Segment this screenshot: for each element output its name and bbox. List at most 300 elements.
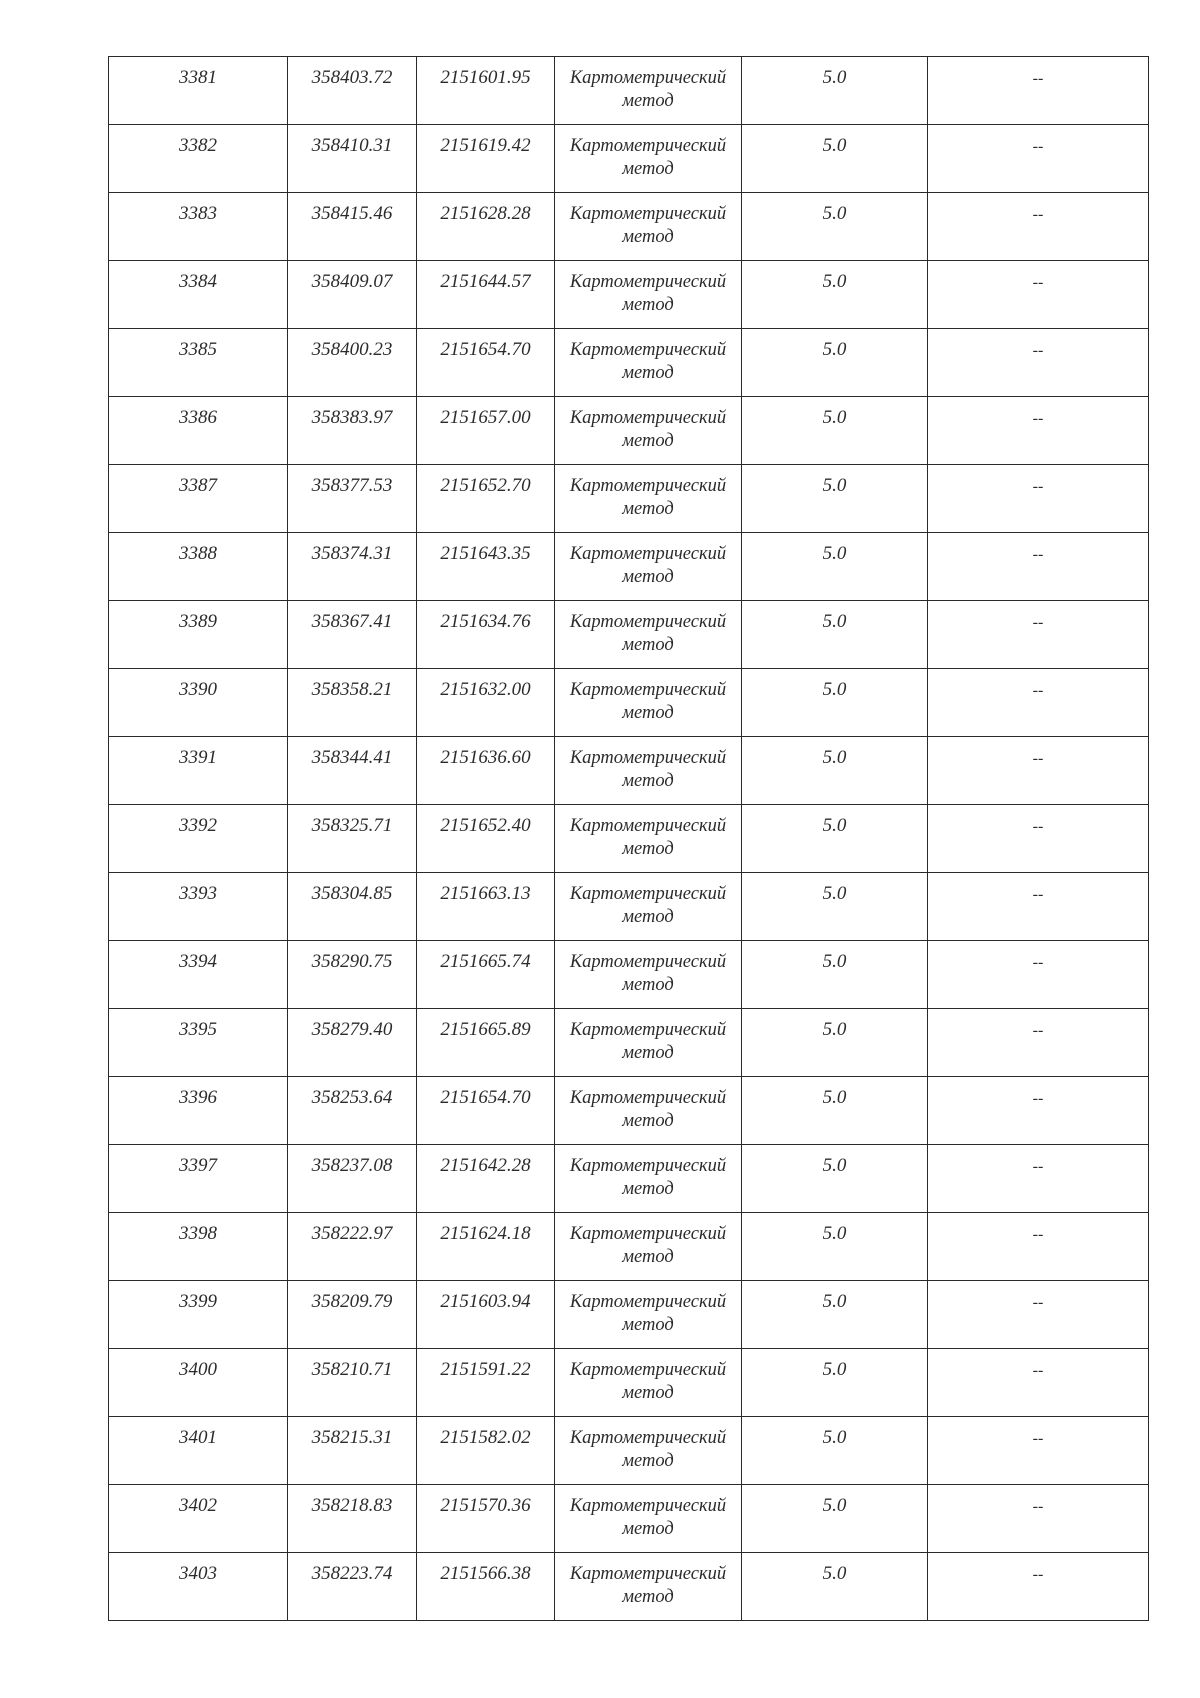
y-coordinate-cell	[417, 873, 555, 941]
method-line-2: метод	[622, 1451, 674, 1471]
method-line-2: метод	[622, 499, 674, 519]
table-row	[109, 397, 1149, 465]
x-coordinate-text: 358409.07	[311, 271, 393, 292]
description-text: --	[1032, 206, 1044, 223]
y-coordinate-text: 2151665.89	[440, 1019, 531, 1040]
description-text: --	[1032, 410, 1044, 427]
accuracy-text: 5.0	[822, 203, 847, 224]
description-text: --	[1032, 274, 1044, 291]
x-coordinate-cell	[288, 1009, 417, 1077]
accuracy-cell	[742, 1145, 928, 1213]
description-text: --	[1032, 1090, 1044, 1107]
method-line-2: метод	[622, 771, 674, 791]
x-coordinate-cell	[288, 805, 417, 873]
method-line-1: Картометрический	[569, 1292, 727, 1312]
description-text: --	[1032, 70, 1044, 87]
accuracy-text: 5.0	[822, 543, 847, 564]
point-number-text: 3388	[179, 543, 217, 564]
description-text: --	[1032, 1566, 1044, 1583]
method-line-2: метод	[622, 975, 674, 995]
x-coordinate-text: 358325.71	[311, 815, 393, 836]
method-line-2: метод	[622, 1043, 674, 1063]
x-coordinate-text: 358279.40	[311, 1019, 393, 1040]
y-coordinate-cell	[417, 57, 555, 125]
description-cell	[928, 805, 1149, 873]
method-cell	[555, 1009, 742, 1077]
method-line-1: Картометрический	[569, 680, 727, 700]
x-coordinate-cell	[288, 737, 417, 805]
y-coordinate-cell	[417, 533, 555, 601]
point-number-text: 3385	[179, 339, 217, 360]
point-number-cell	[109, 1145, 288, 1213]
method-cell	[555, 1281, 742, 1349]
point-number-cell	[109, 737, 288, 805]
y-coordinate-cell	[417, 601, 555, 669]
y-coordinate-text: 2151603.94	[440, 1291, 531, 1312]
y-coordinate-text: 2151643.35	[440, 543, 531, 564]
method-cell	[555, 533, 742, 601]
accuracy-cell	[742, 465, 928, 533]
method-line-2: метод	[622, 1519, 674, 1539]
method-line-1: Картометрический	[569, 1428, 727, 1448]
description-text: --	[1032, 614, 1044, 631]
description-cell	[928, 465, 1149, 533]
accuracy-cell	[742, 1213, 928, 1281]
x-coordinate-cell	[288, 1281, 417, 1349]
accuracy-text: 5.0	[822, 1427, 847, 1448]
accuracy-cell	[742, 57, 928, 125]
description-cell	[928, 397, 1149, 465]
point-number-text: 3399	[179, 1291, 217, 1312]
x-coordinate-cell	[288, 1213, 417, 1281]
point-number-text: 3390	[179, 679, 217, 700]
accuracy-cell	[742, 125, 928, 193]
x-coordinate-text: 358253.64	[311, 1087, 393, 1108]
point-number-cell	[109, 1349, 288, 1417]
method-cell	[555, 1417, 742, 1485]
method-line-1: Картометрический	[569, 1156, 727, 1176]
x-coordinate-text: 358210.71	[311, 1359, 393, 1380]
description-cell	[928, 737, 1149, 805]
accuracy-text: 5.0	[822, 883, 847, 904]
method-cell	[555, 125, 742, 193]
description-cell	[928, 1077, 1149, 1145]
y-coordinate-cell	[417, 805, 555, 873]
accuracy-cell	[742, 805, 928, 873]
method-line-2: метод	[622, 907, 674, 927]
y-coordinate-text: 2151624.18	[440, 1223, 531, 1244]
method-cell	[555, 329, 742, 397]
y-coordinate-text: 2151591.22	[440, 1359, 531, 1380]
x-coordinate-cell	[288, 57, 417, 125]
y-coordinate-cell	[417, 1281, 555, 1349]
coordinates-table-body	[109, 57, 1149, 1621]
description-cell	[928, 125, 1149, 193]
accuracy-text: 5.0	[822, 67, 847, 88]
accuracy-cell	[742, 941, 928, 1009]
method-line-1: Картометрический	[569, 952, 727, 972]
x-coordinate-cell	[288, 1553, 417, 1621]
y-coordinate-text: 2151657.00	[440, 407, 531, 428]
accuracy-cell	[742, 1349, 928, 1417]
y-coordinate-text: 2151652.40	[440, 815, 531, 836]
y-coordinate-cell	[417, 397, 555, 465]
x-coordinate-text: 358374.31	[311, 543, 393, 564]
x-coordinate-cell	[288, 125, 417, 193]
accuracy-cell	[742, 873, 928, 941]
x-coordinate-cell	[288, 941, 417, 1009]
x-coordinate-text: 358218.83	[311, 1495, 393, 1516]
description-cell	[928, 601, 1149, 669]
y-coordinate-cell	[417, 465, 555, 533]
method-cell	[555, 1077, 742, 1145]
y-coordinate-cell	[417, 1077, 555, 1145]
point-number-text: 3387	[179, 475, 217, 496]
description-cell	[928, 1213, 1149, 1281]
accuracy-text: 5.0	[822, 747, 847, 768]
table-row	[109, 261, 1149, 329]
method-cell	[555, 669, 742, 737]
method-cell	[555, 193, 742, 261]
method-line-2: метод	[622, 363, 674, 383]
description-cell	[928, 329, 1149, 397]
accuracy-text: 5.0	[822, 1155, 847, 1176]
point-number-cell	[109, 465, 288, 533]
description-cell	[928, 1485, 1149, 1553]
point-number-text: 3395	[179, 1019, 217, 1040]
description-text: --	[1032, 1226, 1044, 1243]
table-row	[109, 669, 1149, 737]
x-coordinate-cell	[288, 465, 417, 533]
x-coordinate-cell	[288, 533, 417, 601]
method-line-1: Картометрический	[569, 1020, 727, 1040]
method-line-2: метод	[622, 1587, 674, 1607]
y-coordinate-text: 2151566.38	[440, 1563, 531, 1584]
y-coordinate-text: 2151644.57	[440, 271, 531, 292]
y-coordinate-text: 2151642.28	[440, 1155, 531, 1176]
description-text: --	[1032, 750, 1044, 767]
table-row	[109, 1349, 1149, 1417]
description-text: --	[1032, 342, 1044, 359]
x-coordinate-cell	[288, 1077, 417, 1145]
point-number-cell	[109, 669, 288, 737]
table-row	[109, 329, 1149, 397]
x-coordinate-text: 358415.46	[311, 203, 393, 224]
x-coordinate-cell	[288, 669, 417, 737]
method-line-2: метод	[622, 635, 674, 655]
description-text: --	[1032, 478, 1044, 495]
description-text: --	[1032, 954, 1044, 971]
accuracy-text: 5.0	[822, 815, 847, 836]
point-number-cell	[109, 601, 288, 669]
accuracy-text: 5.0	[822, 1563, 847, 1584]
method-cell	[555, 737, 742, 805]
method-cell	[555, 941, 742, 1009]
table-row	[109, 805, 1149, 873]
point-number-text: 3391	[179, 747, 217, 768]
description-text: --	[1032, 1362, 1044, 1379]
accuracy-cell	[742, 669, 928, 737]
accuracy-text: 5.0	[822, 475, 847, 496]
x-coordinate-cell	[288, 1485, 417, 1553]
x-coordinate-text: 358367.41	[311, 611, 393, 632]
x-coordinate-text: 358383.97	[311, 407, 393, 428]
table-row	[109, 57, 1149, 125]
x-coordinate-cell	[288, 1417, 417, 1485]
accuracy-cell	[742, 1417, 928, 1485]
method-cell	[555, 1485, 742, 1553]
point-number-text: 3392	[179, 815, 217, 836]
x-coordinate-text: 358209.79	[311, 1291, 393, 1312]
method-line-2: метод	[622, 159, 674, 179]
method-line-2: метод	[622, 295, 674, 315]
y-coordinate-cell	[417, 1553, 555, 1621]
point-number-cell	[109, 1553, 288, 1621]
method-line-2: метод	[622, 1247, 674, 1267]
method-line-2: метод	[622, 1111, 674, 1131]
accuracy-text: 5.0	[822, 271, 847, 292]
point-number-cell	[109, 329, 288, 397]
description-cell	[928, 1009, 1149, 1077]
point-number-cell	[109, 1009, 288, 1077]
table-row	[109, 1009, 1149, 1077]
description-text: --	[1032, 1294, 1044, 1311]
method-line-1: Картометрический	[569, 884, 727, 904]
x-coordinate-text: 358377.53	[311, 475, 393, 496]
x-coordinate-cell	[288, 397, 417, 465]
description-text: --	[1032, 1498, 1044, 1515]
table-row	[109, 1145, 1149, 1213]
accuracy-text: 5.0	[822, 1359, 847, 1380]
accuracy-text: 5.0	[822, 1495, 847, 1516]
point-number-text: 3382	[179, 135, 217, 156]
method-line-2: метод	[622, 839, 674, 859]
method-cell	[555, 601, 742, 669]
x-coordinate-text: 358237.08	[311, 1155, 393, 1176]
table-row	[109, 873, 1149, 941]
accuracy-cell	[742, 1485, 928, 1553]
method-cell	[555, 873, 742, 941]
y-coordinate-text: 2151663.13	[440, 883, 531, 904]
accuracy-cell	[742, 193, 928, 261]
description-text: --	[1032, 1158, 1044, 1175]
method-line-2: метод	[622, 431, 674, 451]
description-text: --	[1032, 818, 1044, 835]
point-number-cell	[109, 1077, 288, 1145]
accuracy-cell	[742, 1281, 928, 1349]
method-cell	[555, 465, 742, 533]
method-line-1: Картометрический	[569, 748, 727, 768]
description-cell	[928, 873, 1149, 941]
point-number-text: 3402	[179, 1495, 217, 1516]
y-coordinate-text: 2151636.60	[440, 747, 531, 768]
description-text: --	[1032, 682, 1044, 699]
x-coordinate-text: 358358.21	[311, 679, 393, 700]
description-cell	[928, 1553, 1149, 1621]
y-coordinate-cell	[417, 1213, 555, 1281]
x-coordinate-text: 358290.75	[311, 951, 393, 972]
description-cell	[928, 1281, 1149, 1349]
y-coordinate-cell	[417, 125, 555, 193]
x-coordinate-text: 358223.74	[311, 1563, 393, 1584]
y-coordinate-text: 2151652.70	[440, 475, 531, 496]
y-coordinate-text: 2151634.76	[440, 611, 531, 632]
x-coordinate-text: 358403.72	[311, 67, 393, 88]
accuracy-cell	[742, 329, 928, 397]
point-number-text: 3381	[179, 67, 217, 88]
accuracy-cell	[742, 737, 928, 805]
table-row	[109, 1281, 1149, 1349]
description-cell	[928, 669, 1149, 737]
method-line-2: метод	[622, 567, 674, 587]
y-coordinate-cell	[417, 737, 555, 805]
y-coordinate-cell	[417, 1349, 555, 1417]
x-coordinate-cell	[288, 329, 417, 397]
accuracy-cell	[742, 261, 928, 329]
description-cell	[928, 533, 1149, 601]
accuracy-cell	[742, 601, 928, 669]
method-line-1: Картометрический	[569, 1564, 727, 1584]
x-coordinate-cell	[288, 193, 417, 261]
y-coordinate-cell	[417, 261, 555, 329]
point-number-text: 3384	[179, 271, 217, 292]
accuracy-text: 5.0	[822, 135, 847, 156]
y-coordinate-text: 2151601.95	[440, 67, 531, 88]
method-line-1: Картометрический	[569, 408, 727, 428]
point-number-cell	[109, 1417, 288, 1485]
x-coordinate-text: 358410.31	[311, 135, 393, 156]
accuracy-text: 5.0	[822, 611, 847, 632]
x-coordinate-text: 358400.23	[311, 339, 393, 360]
accuracy-text: 5.0	[822, 1291, 847, 1312]
y-coordinate-text: 2151632.00	[440, 679, 531, 700]
accuracy-cell	[742, 533, 928, 601]
y-coordinate-cell	[417, 1009, 555, 1077]
table-row	[109, 193, 1149, 261]
method-line-1: Картометрический	[569, 68, 727, 88]
table-row	[109, 1077, 1149, 1145]
point-number-cell	[109, 397, 288, 465]
method-cell	[555, 1145, 742, 1213]
point-number-text: 3383	[179, 203, 217, 224]
accuracy-text: 5.0	[822, 679, 847, 700]
description-cell	[928, 193, 1149, 261]
accuracy-text: 5.0	[822, 407, 847, 428]
method-line-2: метод	[622, 703, 674, 723]
x-coordinate-cell	[288, 261, 417, 329]
point-number-cell	[109, 1281, 288, 1349]
description-cell	[928, 1145, 1149, 1213]
point-number-text: 3386	[179, 407, 217, 428]
x-coordinate-cell	[288, 873, 417, 941]
method-line-1: Картометрический	[569, 1224, 727, 1244]
table-row	[109, 601, 1149, 669]
method-cell	[555, 397, 742, 465]
point-number-text: 3401	[179, 1427, 217, 1448]
point-number-text: 3397	[179, 1155, 217, 1176]
y-coordinate-text: 2151619.42	[440, 135, 531, 156]
table-row	[109, 125, 1149, 193]
x-coordinate-cell	[288, 1349, 417, 1417]
method-line-1: Картометрический	[569, 340, 727, 360]
table-row	[109, 1485, 1149, 1553]
description-cell	[928, 1349, 1149, 1417]
y-coordinate-cell	[417, 669, 555, 737]
y-coordinate-cell	[417, 193, 555, 261]
y-coordinate-cell	[417, 941, 555, 1009]
point-number-cell	[109, 533, 288, 601]
accuracy-cell	[742, 397, 928, 465]
table-row	[109, 465, 1149, 533]
method-line-2: метод	[622, 1179, 674, 1199]
point-number-text: 3398	[179, 1223, 217, 1244]
x-coordinate-cell	[288, 1145, 417, 1213]
description-text: --	[1032, 138, 1044, 155]
y-coordinate-text: 2151665.74	[440, 951, 531, 972]
accuracy-cell	[742, 1077, 928, 1145]
method-cell	[555, 1553, 742, 1621]
point-number-cell	[109, 873, 288, 941]
method-line-1: Картометрический	[569, 136, 727, 156]
x-coordinate-text: 358344.41	[311, 747, 393, 768]
point-number-text: 3393	[179, 883, 217, 904]
description-cell	[928, 261, 1149, 329]
method-line-1: Картометрический	[569, 204, 727, 224]
accuracy-text: 5.0	[822, 1019, 847, 1040]
method-line-1: Картометрический	[569, 816, 727, 836]
description-cell	[928, 941, 1149, 1009]
point-number-text: 3389	[179, 611, 217, 632]
y-coordinate-text: 2151628.28	[440, 203, 531, 224]
point-number-text: 3396	[179, 1087, 217, 1108]
description-cell	[928, 1417, 1149, 1485]
table-row	[109, 1213, 1149, 1281]
method-line-1: Картометрический	[569, 1496, 727, 1516]
point-number-cell	[109, 261, 288, 329]
table-row	[109, 941, 1149, 1009]
y-coordinate-cell	[417, 1485, 555, 1553]
table-row	[109, 737, 1149, 805]
point-number-cell	[109, 1213, 288, 1281]
point-number-cell	[109, 125, 288, 193]
method-line-2: метод	[622, 227, 674, 247]
y-coordinate-cell	[417, 1145, 555, 1213]
method-cell	[555, 1349, 742, 1417]
x-coordinate-cell	[288, 601, 417, 669]
method-line-2: метод	[622, 1315, 674, 1335]
description-text: --	[1032, 1430, 1044, 1447]
method-line-2: метод	[622, 1383, 674, 1403]
description-text: --	[1032, 886, 1044, 903]
table-row	[109, 533, 1149, 601]
point-number-text: 3394	[179, 951, 217, 972]
method-line-2: метод	[622, 91, 674, 111]
accuracy-text: 5.0	[822, 1223, 847, 1244]
description-cell	[928, 57, 1149, 125]
accuracy-cell	[742, 1009, 928, 1077]
description-text: --	[1032, 1022, 1044, 1039]
method-cell	[555, 57, 742, 125]
y-coordinate-cell	[417, 1417, 555, 1485]
x-coordinate-text: 358215.31	[311, 1427, 393, 1448]
point-number-text: 3403	[179, 1563, 217, 1584]
y-coordinate-text: 2151654.70	[440, 339, 531, 360]
method-cell	[555, 805, 742, 873]
accuracy-text: 5.0	[822, 1087, 847, 1108]
method-line-1: Картометрический	[569, 1088, 727, 1108]
y-coordinate-cell	[417, 329, 555, 397]
method-line-1: Картометрический	[569, 1360, 727, 1380]
